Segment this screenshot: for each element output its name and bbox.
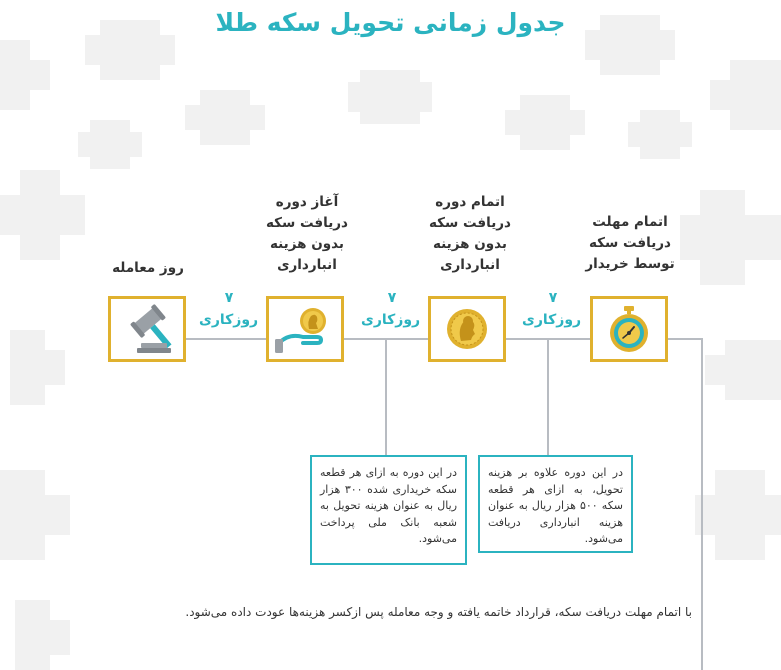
final-connector-horizontal bbox=[676, 338, 702, 340]
stage-label-text: آغاز دوره bbox=[275, 194, 339, 210]
gold-coin-icon bbox=[431, 299, 503, 359]
gap-days-number-2: ۷ bbox=[387, 290, 397, 306]
note-delivery-fee: در این دوره به ازای هر قطعه سکه خریداری شده ۳۰۰ هزار ریال به عنوان هزینه تحویل به شعبه بانک ملی پرداخت می‌شود. bbox=[310, 455, 467, 565]
stage-label-text: انبارداری bbox=[277, 257, 337, 273]
final-note: با اتمام مهلت دریافت سکه، قرارداد خاتمه یافته و وجه معامله پس ازکسر هزینه‌ها عودت داده می‌شود. bbox=[185, 605, 692, 619]
hand-coin-icon bbox=[269, 299, 341, 359]
stage-node-free-period-end bbox=[428, 296, 506, 362]
stage-node-deadline bbox=[590, 296, 668, 362]
note-storage-fee: در این دوره علاوه بر هزینه تحویل، به ازای هر قطعه سکه ۵۰۰ هزار ریال به عنوان هزینه انبارداری دریافت می‌شود. bbox=[478, 455, 633, 553]
note-connector-1 bbox=[385, 338, 387, 455]
gap-days-number-1: ۷ bbox=[224, 290, 234, 306]
stage-node-free-period-start bbox=[266, 296, 344, 362]
gap-days-label-1: روزکاری bbox=[199, 312, 259, 328]
stage-label-transaction-day: روز معامله bbox=[112, 260, 184, 276]
stage-label-deadline bbox=[580, 212, 680, 275]
gap-days-label-2: روزکاری bbox=[361, 312, 421, 328]
final-connector-vertical bbox=[701, 338, 703, 670]
gap-days-label-3: روزکاری bbox=[522, 312, 582, 328]
stage-label-free-period-start bbox=[262, 192, 352, 276]
stage-label-text: دریافت سکه bbox=[429, 215, 511, 231]
stage-label-text: انبارداری bbox=[440, 257, 500, 273]
gavel-icon bbox=[111, 299, 183, 359]
page-title: جدول زمانی تحویل سکه طلا bbox=[215, 8, 566, 37]
stage-label-text: بدون هزینه bbox=[432, 236, 507, 252]
stage-node-transaction-day bbox=[108, 296, 186, 362]
gap-days-number-3: ۷ bbox=[548, 290, 558, 306]
stage-label-free-period-end bbox=[425, 192, 515, 276]
stage-label-text: توسط خریدار bbox=[585, 256, 675, 272]
stage-label-text: اتمام مهلت bbox=[592, 214, 668, 230]
stage-label-text: دریافت سکه bbox=[266, 215, 348, 231]
stopwatch-icon bbox=[593, 299, 665, 359]
stage-label-text: اتمام دوره bbox=[435, 194, 505, 210]
note-connector-2 bbox=[547, 338, 549, 455]
stage-label-text: دریافت سکه bbox=[589, 235, 671, 251]
stage-label-text: بدون هزینه bbox=[269, 236, 344, 252]
